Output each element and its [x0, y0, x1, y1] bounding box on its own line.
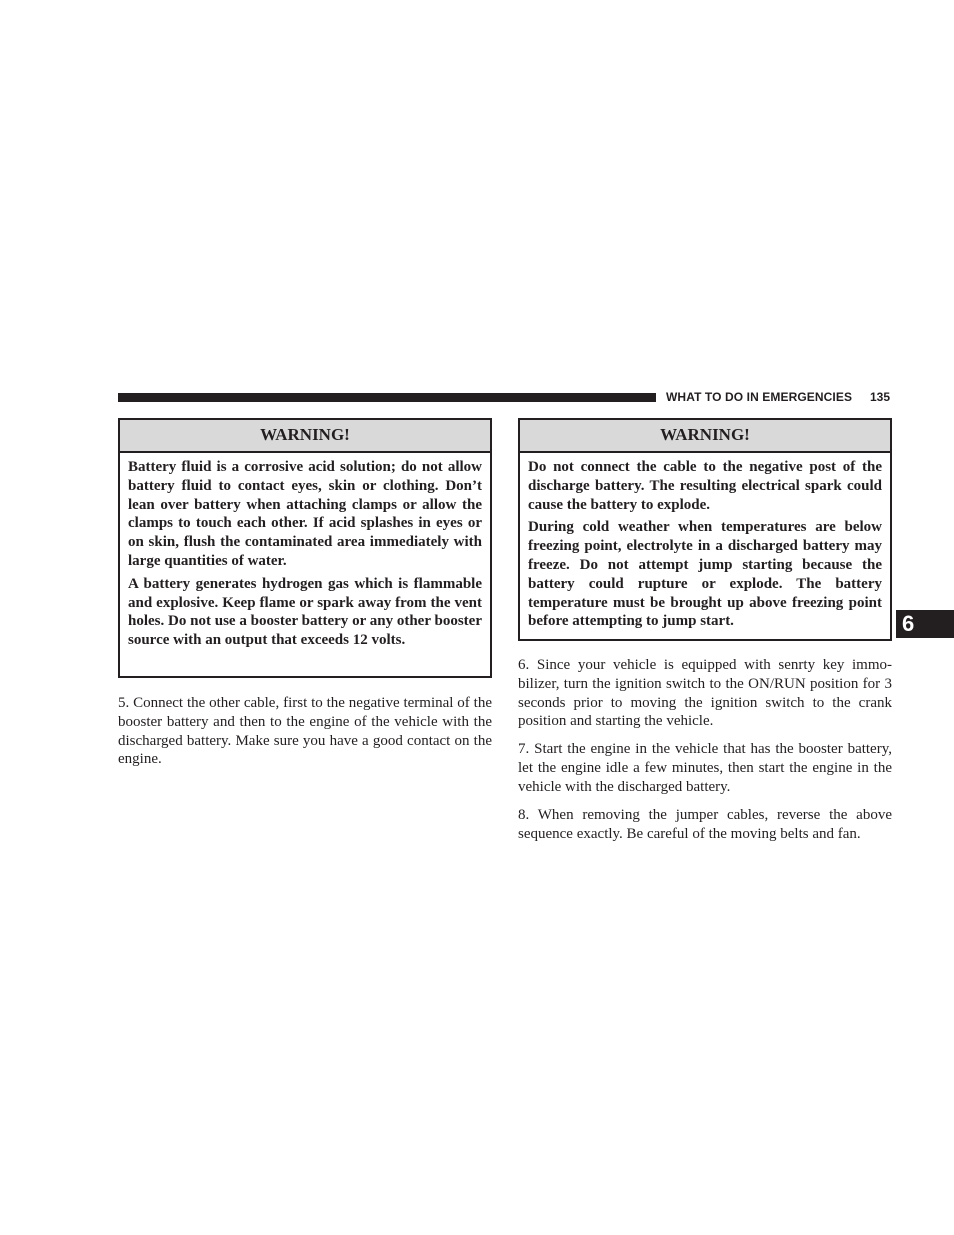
section-title: WHAT TO DO IN EMERGENCIES — [666, 390, 853, 404]
step-8-paragraph: 8. When removing the jumper cables, reverse the above sequence exactly. Be careful of the moving belts and fan. — [518, 807, 892, 842]
warning-body — [120, 453, 490, 650]
warning-paragraph: Battery fluid is a corrosive acid solution; do not allow battery fluid to contact eyes, skin or clothing. Don’t lean over battery when attaching clamps or allow the clamps to touch each other. If acid splashes in eyes or on skin, flush the contaminated area immediately with large quantities of water. — [128, 459, 482, 569]
chapter-tab: 6 — [896, 610, 954, 638]
step-5-paragraph: 5. Connect the other cable, first to the negative terminal of the booster battery and then to the engine of the vehicle with the discharged battery. Make sure you have a good contact on the engine. — [118, 695, 492, 768]
warning-heading: WARNING! — [120, 420, 490, 453]
warning-paragraph: Do not connect the cable to the negative post of the discharge battery. The resulting electrical spark could cause the battery to explode. — [528, 459, 882, 513]
warning-box-battery-fluid — [118, 418, 492, 678]
header-rule — [118, 393, 656, 402]
step-6-paragraph: 6. Since your vehicle is equipped with senrty key immobilizer, turn the ignition switch to the ON/RUN position for 3 seconds prior to moving the ignition switch to the crank position and starting the vehicle. — [518, 657, 892, 730]
warning-paragraph: A battery generates hydrogen gas which is flammable and explosive. Keep flame or spark away from the vent holes. Do not use a booster battery or any other booster source with an output that exceeds 12 volts. — [128, 575, 482, 649]
step-7-paragraph: 7. Start the engine in the vehicle that has the booster battery, let the engine idle a few minutes, then start the engine in the vehicle with the discharged battery. — [518, 741, 892, 795]
warning-box-negative-post — [518, 418, 892, 641]
warning-body — [520, 453, 890, 631]
warning-heading: WARNING! — [520, 420, 890, 453]
page-number: 135 — [870, 390, 891, 404]
warning-paragraph: During cold weather when temperatures are below freezing point, electrolyte in a discharged battery may freeze. Do not attempt jump starting because the battery could rupture or explode. The battery temperature must be brought up above freezing point before attempting to jump start. — [528, 519, 882, 630]
